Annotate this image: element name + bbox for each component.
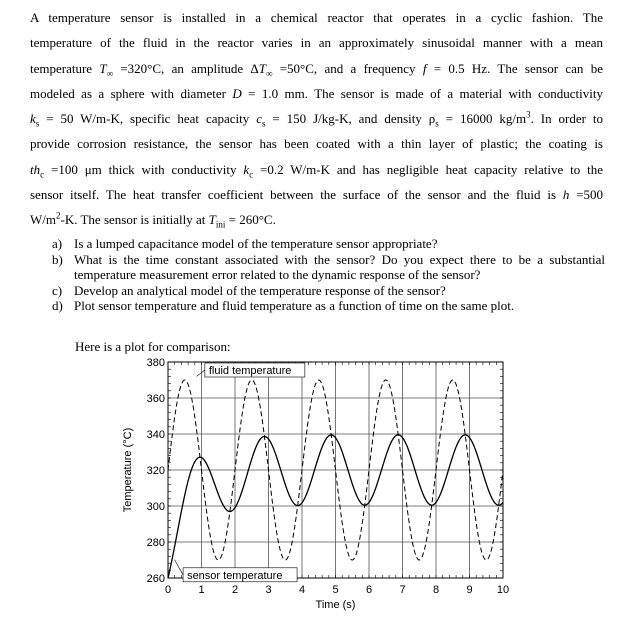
paragraph-line: $th_c =100$ μm thick with conductivity $k_c =0.2$ W/m-K and has negligible heat capacity relative to the	[30, 161, 603, 180]
question-text: Plot sensor temperature and fluid temperature as a function of time on the same plot.	[74, 298, 515, 313]
paragraph-line: $k_s = 50$ W/m-K, specific heat capacity $c_s = 150$ J/kg-K, and density $\rho_s = 16000$ $kg/m^3$. In order to	[30, 109, 604, 129]
question-item	[52, 236, 605, 252]
question-item	[52, 298, 605, 314]
sensor-temperature-label: sensor temperature	[187, 569, 283, 582]
annotation-leader	[175, 560, 183, 575]
y-tick-label: 320	[146, 465, 165, 477]
x-tick-label: 10	[496, 584, 510, 596]
x-tick-label: 9	[466, 584, 473, 596]
question-label: c)	[52, 282, 63, 298]
question-item	[52, 283, 605, 299]
x-tick-label: 0	[164, 584, 172, 596]
paragraph-line: provide corrosion resistance, the sensor has been coated with a thin layer of plastic; the coating is	[30, 136, 603, 152]
y-tick-label: 340	[146, 429, 165, 441]
y-tick-label: 280	[146, 537, 165, 549]
paragraph-line: A temperature sensor is installed in a chemical reactor that operates in a cyclic fashion. The	[30, 10, 603, 25]
paragraph-line: temperature of the fluid in the reactor varies in an approximately sinusoidal manner with a mean	[30, 35, 603, 51]
y-tick-label: 300	[146, 501, 165, 513]
paragraph-line: sensor itself. The heat transfer coefficient between the surface of the sensor and the fluid is h =500	[30, 187, 603, 203]
paragraph-line: $W/m^2-K$. The sensor is initially at $T_{ini} = 260^\circ C$.	[30, 211, 276, 230]
y-tick-label: 360	[146, 393, 165, 405]
x-tick-label: 6	[365, 584, 373, 596]
x-tick-label: 4	[298, 584, 306, 596]
question-text: What is the time constant associated with the sensor? Do you expect there to be a substantial temperature measurement error related to the dynamic response of the sensor?	[74, 251, 605, 282]
x-tick-label: 7	[399, 584, 406, 596]
x-tick-label: 2	[231, 584, 239, 596]
x-tick-label: 5	[332, 584, 339, 596]
y-tick-label: 260	[146, 573, 165, 585]
question-label: d)	[52, 298, 63, 313]
problem-statement	[30, 5, 603, 233]
y-axis-label: Temperature (°C)	[122, 427, 134, 513]
fluid-temperature-label: fluid temperature	[208, 365, 292, 377]
x-axis-label: Time (s)	[315, 599, 356, 611]
comparison-caption: Here is a plot for comparison:	[75, 339, 231, 354]
x-tick-label: 1	[198, 584, 205, 596]
question-text: Develop an analytical model of the temperature response of the sensor?	[74, 282, 446, 298]
question-text: Is a lumped capacitance model of the temperature sensor appropriate?	[74, 236, 438, 251]
x-tick-label: 8	[432, 584, 440, 596]
question-item	[52, 252, 605, 283]
temperature-plot	[100, 356, 520, 624]
paragraph-line: temperature $T_\infty =320^\circ C$, an amplitude $\Delta T_\infty =50^\circ C$, and a frequency f = 0.5 Hz. The sensor can be	[30, 60, 603, 79]
question-label: b)	[52, 251, 63, 267]
question-label: a)	[52, 236, 63, 251]
y-tick-label: 380	[146, 357, 165, 369]
annotation-leader	[196, 370, 204, 376]
x-tick-label: 3	[265, 584, 272, 596]
paragraph-line: modeled as a sphere with diameter D = 1.0 mm. The sensor is made of a material with conductivity	[30, 85, 603, 101]
question-list	[52, 236, 605, 314]
